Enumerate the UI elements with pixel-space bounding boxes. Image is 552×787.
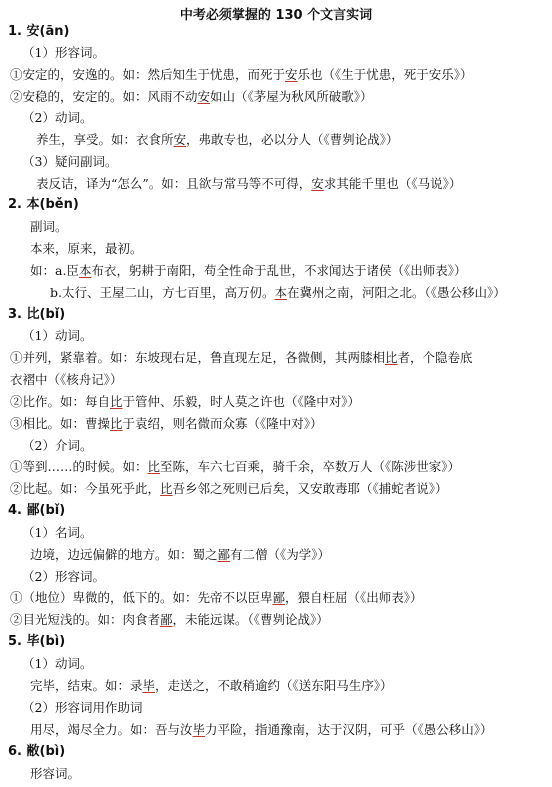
text-run: （1）名词。: [22, 525, 93, 540]
text-line: [36, 132, 399, 148]
keyword-underlined: 比: [110, 416, 123, 431]
text-run: 养生，享受。如：衣食所: [36, 132, 174, 147]
text-run: ，弗敢专也，必以分人（《曹刿论战》）: [186, 132, 399, 147]
text-line: [10, 67, 473, 83]
text-run: 本来，原来，最初。: [30, 241, 143, 256]
text-line: [30, 241, 143, 257]
text-run: 如：a.臣: [30, 263, 79, 278]
keyword-underlined: 鄙: [272, 590, 286, 605]
text-line: [22, 569, 105, 585]
keyword-underlined: 安: [197, 89, 211, 104]
text-run: ③相比。如：曹操: [10, 416, 111, 431]
text-run: 布衣，躬耕于南阳，苟全性命于乱世，不求闻达于诸侯（《出师表》）: [91, 263, 467, 278]
text-run: 求其能千里也（《马说》）: [323, 176, 462, 191]
text-run: 在冀州之南，河阳之北。（《愚公移山》）: [287, 285, 506, 300]
text-run: ①等到……的时候。如：: [10, 459, 148, 474]
entry-heading: [8, 503, 65, 519]
keyword-underlined: 毕: [192, 722, 206, 737]
text-run: ②比起。如：今虽死乎此，: [10, 481, 161, 496]
text-run: 至陈，车六七百乘，骑千余，卒数万人（《陈涉世家》）: [160, 459, 461, 474]
text-run: 如山（《茅屋为秋风所破歌》）: [210, 89, 373, 104]
text-run: ②比作。如：每自: [10, 394, 111, 409]
text-line: [30, 263, 466, 279]
text-run: （3）疑问副词。: [22, 154, 118, 169]
text-run: ，走送之，不敢稍逾约（《送东阳马生序》）: [155, 678, 393, 693]
text-line: [22, 110, 92, 126]
text-run: ①（地位）卑微的，低下的。如：先帝不以臣卑: [10, 590, 273, 605]
keyword-underlined: 安: [173, 132, 187, 147]
text-line: [10, 394, 360, 410]
text-run: 2. 本(běn): [8, 197, 79, 212]
entry-heading: [8, 744, 65, 760]
text-run: ②安稳的，安定的。如：风雨不动: [10, 89, 198, 104]
text-run: 3. 比(bǐ): [8, 307, 66, 322]
text-run: 用尽，竭尽全力。如：吾与汝: [30, 722, 193, 737]
text-line: [10, 372, 123, 388]
entry-heading: [8, 307, 65, 323]
text-line: [22, 525, 92, 541]
keyword-underlined: 比: [160, 481, 173, 496]
text-run: （2）介词。: [22, 438, 93, 453]
text-line: [22, 328, 92, 344]
text-line: [10, 350, 473, 366]
keyword-underlined: 本: [78, 263, 92, 278]
text-line: [22, 656, 92, 672]
text-line: [10, 481, 448, 497]
text-line: [30, 547, 330, 563]
text-line: [22, 45, 105, 61]
text-line: [30, 219, 68, 235]
text-run: 副词。: [30, 219, 68, 234]
text-run: ①安定的，安逸的。如：然后知生于忧患，而死于: [10, 67, 286, 82]
text-run: 边境，边远偏僻的地方。如：蜀之: [30, 547, 218, 562]
text-run: （2）动词。: [22, 110, 93, 125]
keyword-underlined: 安: [311, 176, 324, 191]
text-run: 力平险，指通豫南，达于汉阴，可乎（《愚公移山》）: [205, 722, 493, 737]
text-run: （1）动词。: [22, 656, 93, 671]
text-line: [10, 612, 329, 628]
keyword-underlined: 比: [385, 350, 398, 365]
text-run: 有二僧（《为学》）: [230, 547, 331, 562]
text-line: [10, 590, 423, 606]
entry-heading: [8, 24, 69, 40]
text-line: [10, 416, 323, 432]
text-run: 1. 安(ān): [8, 24, 70, 39]
text-run: b.太行、王屋二山，方七百里，高万仞。: [50, 285, 275, 300]
text-run: ①并列，紧靠着。如：东坡现右足，鲁直现左足，各微侧，其两膝相: [10, 350, 386, 365]
keyword-underlined: 鄙: [217, 547, 231, 562]
text-line: [30, 678, 393, 694]
keyword-underlined: 鄙: [160, 612, 173, 627]
page-title: 中考必须掌握的 130 个文言实词: [179, 8, 373, 23]
text-run: （1）形容词。: [22, 45, 105, 60]
keyword-underlined: 本: [274, 285, 287, 300]
text-run: 5. 毕(bì): [8, 634, 66, 649]
text-line: [22, 154, 117, 170]
text-line: [50, 285, 506, 301]
text-run: 6. 敝(bì): [8, 744, 66, 759]
keyword-underlined: 比: [147, 459, 161, 474]
text-run: 形容词。: [30, 766, 81, 781]
text-line: [30, 722, 493, 738]
text-line: [10, 459, 460, 475]
text-run: ，猥自枉屈（《出师表》）: [285, 590, 423, 605]
text-run: 者，个隐卷底: [397, 350, 473, 365]
text-run: 4. 鄙(bǐ): [8, 503, 66, 518]
text-line: [30, 766, 80, 782]
text-run: 于袁绍，则名微而众寡（《隆中对》）: [122, 416, 323, 431]
text-run: 衣褶中（《核舟记》）: [10, 372, 123, 387]
entry-heading: [8, 634, 65, 650]
text-run: ②目光短浅的。如：肉食者: [10, 612, 161, 627]
text-line: [10, 89, 373, 105]
text-run: 吾乡邻之死则已后矣，又安敢毒耶（《捕蛇者说》）: [172, 481, 448, 496]
text-line: [22, 438, 92, 454]
text-run: 完毕，结束。如：录: [30, 678, 143, 693]
text-run: 表反诘，译为“怎么”。如：且欲与常马等不可得，: [36, 176, 312, 191]
text-run: （1）动词。: [22, 328, 93, 343]
text-run: 于管仲、乐毅，时人莫之许也（《隆中对》）: [122, 394, 361, 409]
text-run: ，未能远谋。（《曹刿论战》）: [172, 612, 329, 627]
text-line: [36, 176, 461, 192]
keyword-underlined: 安: [285, 67, 298, 82]
text-run: （2）形容词用作助词: [22, 700, 143, 715]
keyword-underlined: 毕: [142, 678, 156, 693]
text-run: （2）形容词。: [22, 569, 105, 584]
text-run: 乐也（《生于忧患，死于安乐》）: [297, 67, 473, 82]
keyword-underlined: 比: [110, 394, 123, 409]
text-line: [22, 700, 142, 716]
entry-heading: [8, 197, 79, 213]
